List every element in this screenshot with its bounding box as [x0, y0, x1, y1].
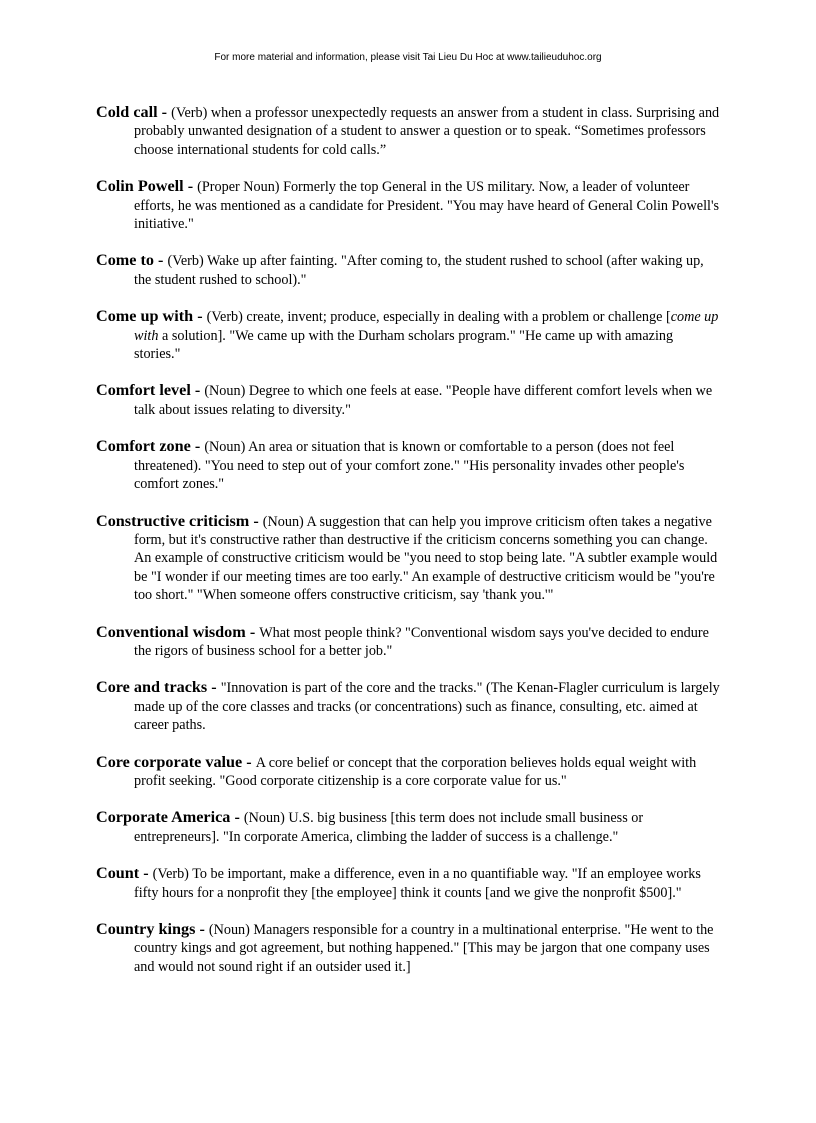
term-dash: - [193, 307, 207, 326]
entry-term: Come to [96, 251, 154, 270]
entry-definition [134, 309, 718, 362]
entry-definition: (Verb) Wake up after fainting. "After coming to, the student rushed to school (after waking up, the student rushed to school)." [134, 253, 704, 288]
entry-definition: (Verb) To be important, make a difference, even in a no quantifiable way. "If an employee works fifty hours for a nonprofit they [the employee] think it counts [and we give the nonprofit $500]." [134, 866, 701, 901]
glossary-entry [96, 307, 721, 363]
entry-term: Conventional wisdom [96, 622, 246, 641]
entry-definition: (Noun) Managers responsible for a country in a multinational enterprise. "He went to the country kings and got agreement, but nothing happened." [This may be jargon that one company uses and would not sound right if an outsider used it.] [134, 922, 714, 975]
glossary-entry [96, 920, 721, 976]
entry-term: Come up with [96, 307, 194, 326]
glossary-entry [96, 177, 721, 233]
glossary-entry [96, 437, 721, 493]
entry-term: Core corporate value [96, 752, 243, 771]
entry-definition: "Innovation is part of the core and the tracks." (The Kenan-Flagler curriculum is largely made up of the core classes and tracks (or concentrations) such as finance, consulting, etc. aimed at career paths. [134, 680, 720, 734]
entry-term: Comfort zone [96, 437, 191, 456]
entry-definition: (Noun) An area or situation that is known or comfortable to a person (does not feel threatened). "You need to step out of your comfort zone." "His personality invades other people's comfort zones." [134, 439, 685, 493]
glossary-entry [96, 623, 721, 661]
definition-part: a solution]. "We came up with the Durham scholars program." "He came up with amazing stories." [134, 327, 674, 363]
entry-definition: (Noun) U.S. big business [this term does not include small business or entrepreneurs]. "In corporate America, climbing the ladder of success is a challenge." [134, 810, 644, 845]
glossary-entries [96, 103, 721, 994]
entry-definition: (Proper Noun) Formerly the top General in the US military. Now, a leader of volunteer efforts, he was mentioned as a candidate for President. "You may have heard of General Colin Powell's initiative." [134, 179, 720, 233]
definition-italic: come up with [134, 309, 719, 344]
term-dash: - [245, 622, 260, 641]
glossary-entry [96, 381, 721, 419]
entry-definition: What most people think? "Conventional wisdom says you've decided to endure the rigors of business school for a better job." [134, 624, 709, 659]
entry-definition: (Noun) A suggestion that can help you improve criticism often takes a negative form, but it's constructive rather than destructive if the criticism concerns something you can change. An example of constructive criticism would be "you need to stop being late. "A subtler example would be "I wonder if our meeting times are too early." An example of destructive criticism would be "you're too short." "When someone offers constructive criticism, say 'thank you.'" [134, 513, 718, 604]
entry-term: Colin Powell [96, 177, 184, 196]
page-header: For more material and information, please visit Tai Lieu Du Hoc at www.tailieuduhoc.org [214, 52, 602, 63]
term-dash: - [157, 103, 172, 121]
glossary-entry [96, 753, 721, 791]
glossary-entry [96, 512, 721, 605]
term-dash: - [153, 251, 168, 270]
entry-term: Country kings [96, 920, 196, 938]
term-dash: - [230, 808, 244, 827]
entry-term: Count [96, 864, 140, 883]
glossary-entry [96, 251, 721, 289]
entry-term: Core and tracks [96, 678, 208, 697]
term-dash: - [242, 752, 256, 771]
glossary-entry [96, 678, 721, 734]
definition-part: (Verb) create, invent; produce, especially in dealing with a problem or challenge [ [206, 309, 671, 326]
term-dash: - [183, 177, 198, 196]
entry-definition: (Noun) Degree to which one feels at ease. "People have different comfort levels when we talk about issues relating to diversity." [134, 383, 713, 418]
entry-term: Cold call [96, 103, 158, 121]
glossary-entry [96, 103, 721, 159]
term-dash: - [190, 381, 205, 400]
entry-term: Comfort level [96, 381, 191, 400]
term-dash: - [190, 437, 205, 456]
glossary-entry [96, 808, 721, 846]
entry-term: Constructive criticism [96, 511, 250, 530]
entry-term: Corporate America [96, 808, 231, 827]
term-dash: - [207, 678, 221, 697]
term-dash: - [139, 864, 153, 883]
glossary-entry [96, 864, 721, 902]
term-dash: - [249, 511, 263, 530]
entry-definition: A core belief or concept that the corporation believes holds equal weight with profit seeking. "Good corporate citizenship is a core corporate value for us." [134, 754, 697, 789]
term-dash: - [195, 920, 209, 938]
entry-definition: (Verb) when a professor unexpectedly requests an answer from a student in class. Surprising and probably unwanted designation of a student to answer a question or to speak. “Sometimes professors choose international students for cold calls.” [134, 105, 720, 158]
